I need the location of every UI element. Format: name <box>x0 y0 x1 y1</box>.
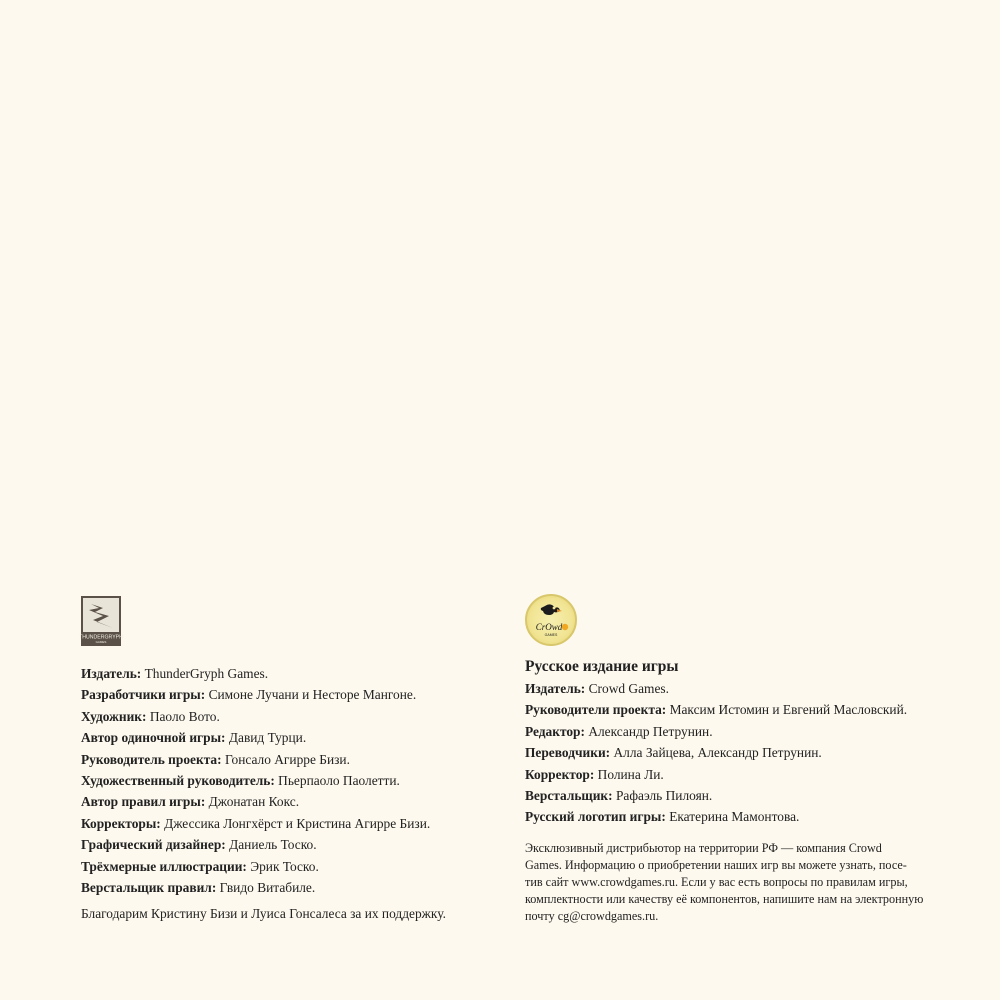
credit-value: Алла Зайцева, Александр Петрунин. <box>610 745 822 761</box>
credit-value: Даниель Тоско. <box>225 837 317 853</box>
russian-edition-credits <box>525 594 935 925</box>
credit-line <box>81 834 501 855</box>
credit-value: Александр Петрунин. <box>584 723 713 739</box>
credit-line <box>81 706 501 727</box>
credit-value: Гонсало Агирре Бизи. <box>221 751 350 767</box>
note-line: почту cg@crowdgames.ru. <box>525 908 659 923</box>
crowdgames-logo-text: CrOwd <box>535 622 563 632</box>
credit-label: Верстальщик: <box>525 788 613 804</box>
credit-value: ThunderGryph Games. <box>141 666 269 681</box>
credit-line <box>81 663 501 684</box>
credit-label: Руководитель проекта: <box>81 751 222 767</box>
credit-label: Издатель: <box>81 666 142 681</box>
credit-value: Симоне Лучани и Несторе Мангоне. <box>205 687 417 703</box>
crowdgames-logo-subtext: GAMES <box>544 633 558 637</box>
credit-line <box>525 742 935 763</box>
credit-label: Автор одиночной игры: <box>81 730 226 746</box>
credit-label: Разработчики игры: <box>81 687 206 703</box>
credit-value: Полина Ли. <box>594 766 664 782</box>
distributor-note <box>525 840 925 925</box>
credit-value: Давид Турци. <box>225 730 307 746</box>
credit-label: Корректоры: <box>81 815 161 831</box>
credit-value: Пьерпаоло Паолетти. <box>274 773 400 789</box>
credit-label: Художник: <box>81 708 147 724</box>
credit-label: Графический дизайнер: <box>81 837 226 853</box>
russian-credits-list <box>525 678 935 828</box>
credit-label: Корректор: <box>525 766 595 782</box>
credit-line <box>81 813 501 834</box>
credit-line <box>81 770 501 791</box>
credit-label: Русский логотип игры: <box>525 809 666 825</box>
thundergryph-logo-subtext: GAMES <box>95 640 107 644</box>
credit-line <box>525 764 935 785</box>
credit-value: Гвидо Витабиле. <box>216 880 316 896</box>
credit-line <box>81 877 501 898</box>
thanks-text: Благодарим Кристину Бизи и Луиса Гонсалеса за их поддержку. <box>81 906 446 922</box>
credit-value: Джессика Лонгхёрст и Кристина Агирре Бизи. <box>160 815 431 831</box>
credit-value: Екатерина Мамонтова. <box>665 809 800 825</box>
credit-line <box>81 684 501 705</box>
original-credits <box>81 596 501 924</box>
note-line: Эксклюзивный дистрибьютор на территории РФ — компания Crowd <box>525 840 882 855</box>
credit-line <box>81 856 501 877</box>
credit-label: Переводчики: <box>525 745 611 761</box>
thundergryph-logo-text: THUNDERGRYPH <box>79 634 123 641</box>
note-line: комплектности или качеству её компонентов, напишите нам на электронную <box>525 891 924 906</box>
credit-label: Автор правил игры: <box>81 794 206 810</box>
credit-line <box>81 791 501 812</box>
credit-line <box>525 785 935 806</box>
credit-value: Паоло Вото. <box>146 708 220 724</box>
credit-line <box>525 721 935 742</box>
credit-line <box>81 727 501 748</box>
credit-value: Максим Истомин и Евгений Масловский. <box>666 702 908 718</box>
credit-value: Рафаэль Пилоян. <box>612 788 713 804</box>
credits-list <box>81 663 501 898</box>
credit-label: Верстальщик правил: <box>81 880 217 896</box>
credit-line <box>525 806 935 827</box>
credit-value: Эрик Тоско. <box>246 858 319 874</box>
credit-label: Издатель: <box>525 681 586 696</box>
credit-line <box>525 678 935 699</box>
credit-line <box>525 699 935 720</box>
note-line: Games. Информацию о приобретении наших игр вы можете узнать, посе- <box>525 857 907 872</box>
thundergryph-logo <box>81 596 121 646</box>
russian-edition-title: Русское издание игры <box>525 658 679 675</box>
credit-label: Трёхмерные иллюстрации: <box>81 858 247 874</box>
credit-line <box>81 749 501 770</box>
note-line: тив сайт www.crowdgames.ru. Если у вас есть вопросы по правилам игры, <box>525 874 908 889</box>
credit-label: Редактор: <box>525 723 585 739</box>
credit-label: Художественный руководитель: <box>81 773 275 789</box>
credit-label: Руководители проекта: <box>525 702 667 718</box>
credit-value: Crowd Games. <box>585 681 669 696</box>
credit-value: Джонатан Кокс. <box>205 794 300 810</box>
crowdgames-logo <box>525 594 577 646</box>
